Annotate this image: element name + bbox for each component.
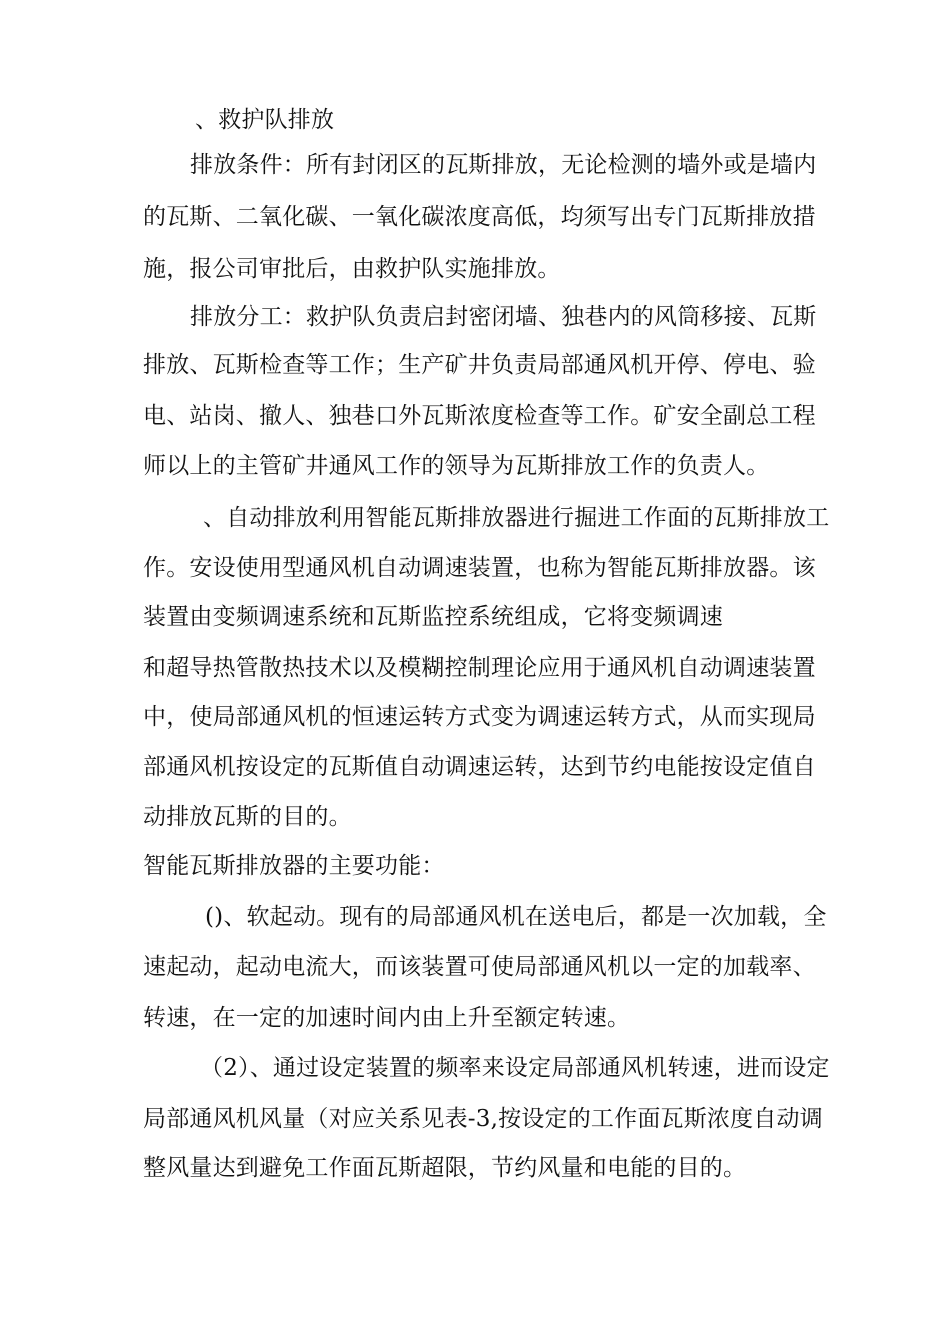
paragraph-line: 装置由变频调速系统和瓦斯监控系统组成，它将变频调速 [143, 604, 723, 630]
paragraph-line: 排放分工：救护队负责启封密闭墙、独巷内的风筒移接、瓦斯 [190, 304, 817, 330]
paragraph-line: 排放条件：所有封闭区的瓦斯排放，无论检测的墙外或是墙内 [190, 152, 817, 178]
paragraph-line: 部通风机按设定的瓦斯值自动调速运转，达到节约电能按设定值自 [143, 754, 816, 780]
paragraph-line: 速起动，起动电流大，而该装置可使局部通风机以一定的加载率、 [143, 954, 816, 980]
paragraph-line: 排放、瓦斯检查等工作；生产矿井负责局部通风机开停、停电、验 [143, 352, 816, 378]
paragraph-line: 转速，在一定的加速时间内由上升至额定转速。 [143, 1005, 631, 1031]
paragraph-line: 动排放瓦斯的目的。 [143, 804, 352, 830]
paragraph-line: （2）、通过设定装置的频率来设定局部通风机转速，进而设定 [200, 1055, 830, 1081]
section-heading-main-functions: 智能瓦斯排放器的主要功能： [143, 853, 445, 879]
paragraph-line: 中，使局部通风机的恒速运转方式变为调速运转方式，从而实现局 [143, 704, 816, 730]
paragraph-line: 和超导热管散热技术以及模糊控制理论应用于通风机自动调速装置 [143, 655, 816, 681]
section-heading-rescue-team-discharge: 、救护队排放 [195, 107, 335, 133]
paragraph-line: 整风量达到避免工作面瓦斯超限，节约风量和电能的目的。 [143, 1155, 747, 1181]
paragraph-line: 师以上的主管矿井通风工作的领导为瓦斯排放工作的负责人。 [143, 453, 770, 479]
paragraph-line: 的瓦斯、二氧化碳、一氧化碳浓度高低，均须写出专门瓦斯排放措 [143, 204, 816, 230]
paragraph-line: 作。安设使用型通风机自动调速装置，也称为智能瓦斯排放器。该 [143, 555, 816, 581]
paragraph-line: 局部通风机风量（对应关系见表-3,按设定的工作面瓦斯浓度自动调 [143, 1106, 823, 1132]
paragraph-line: ()、软起动。现有的局部通风机在送电后，都是一次加载，全 [205, 904, 827, 930]
paragraph-line: 施，报公司审批后，由救护队实施排放。 [143, 256, 561, 282]
paragraph-line: 电、站岗、撤人、独巷口外瓦斯浓度检查等工作。矿安全副总工程 [143, 403, 816, 429]
paragraph-line: 、自动排放利用智能瓦斯排放器进行掘进工作面的瓦斯排放工 [203, 505, 830, 531]
